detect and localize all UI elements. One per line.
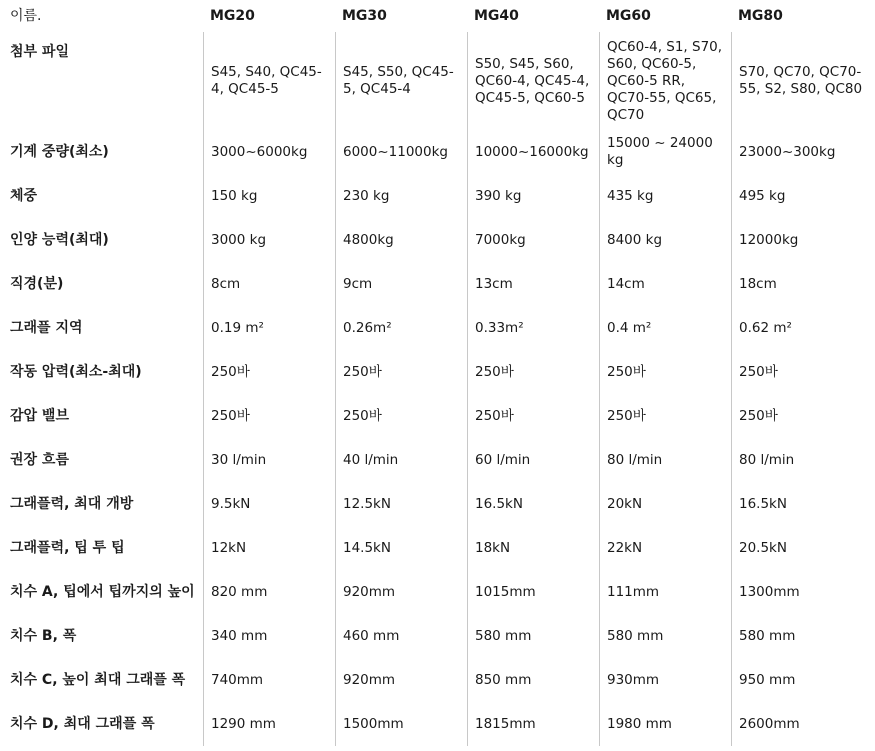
table-cell: 250바	[335, 350, 467, 394]
row-label: 권장 흐름	[10, 451, 69, 468]
table-cell: 3000 kg	[203, 218, 335, 262]
table-row-dimension-b	[0, 614, 875, 658]
row-label: 치수 C, 높이 최대 그래플 폭	[10, 671, 186, 688]
row-label: 체중	[10, 187, 38, 204]
table-cell: 0.26m²	[335, 306, 467, 350]
table-cell: 580 mm	[599, 614, 731, 658]
table-cell: 111mm	[599, 570, 731, 614]
table-cell: 150 kg	[203, 174, 335, 218]
table-row-grapple-force-tip	[0, 526, 875, 570]
table-cell: 740mm	[203, 658, 335, 702]
table-cell: 250바	[467, 350, 599, 394]
row-label: 감압 밸브	[10, 407, 69, 424]
table-row-recommended-flow	[0, 438, 875, 482]
table-row-machine-weight	[0, 130, 875, 174]
row-label: 그래플 지역	[10, 319, 83, 336]
row-label: 치수 A, 팁에서 팁까지의 높이	[10, 583, 195, 600]
table-cell: 80 l/min	[599, 438, 731, 482]
table-cell: 820 mm	[203, 570, 335, 614]
table-cell: 16.5kN	[731, 482, 875, 526]
table-cell: 3000~6000kg	[203, 130, 335, 174]
row-label: 그래플력, 최대 개방	[10, 495, 134, 512]
table-cell: 920mm	[335, 570, 467, 614]
table-cell: 920mm	[335, 658, 467, 702]
table-row-dimension-a	[0, 570, 875, 614]
table-cell: 80 l/min	[731, 438, 875, 482]
row-label: 직경(분)	[10, 275, 64, 292]
table-row-diameter	[0, 262, 875, 306]
table-cell: 930mm	[599, 658, 731, 702]
table-cell: 580 mm	[467, 614, 599, 658]
table-cell: 1815mm	[467, 702, 599, 746]
table-row-relief-valve	[0, 394, 875, 438]
table-cell: 0.19 m²	[203, 306, 335, 350]
table-cell: 20.5kN	[731, 526, 875, 570]
table-cell: 230 kg	[335, 174, 467, 218]
table-cell: 22kN	[599, 526, 731, 570]
table-cell: 250바	[203, 350, 335, 394]
table-cell: 1500mm	[335, 702, 467, 746]
table-cell: 14.5kN	[335, 526, 467, 570]
table-cell: S70, QC70, QC70-55, S2, S80, QC80	[731, 32, 875, 130]
table-cell: 12000kg	[731, 218, 875, 262]
table-cell: 40 l/min	[335, 438, 467, 482]
table-cell: 0.4 m²	[599, 306, 731, 350]
table-cell: 1980 mm	[599, 702, 731, 746]
table-cell: 250바	[599, 350, 731, 394]
table-cell: S50, S45, S60, QC60-4, QC45-4, QC45-5, QC60-5	[467, 32, 599, 130]
header-row	[0, 0, 875, 32]
table-row-lifting-capacity	[0, 218, 875, 262]
table-cell: 250바	[731, 394, 875, 438]
table-cell: 495 kg	[731, 174, 875, 218]
header-model-mg20: MG20	[210, 7, 255, 24]
header-model-mg40: MG40	[474, 7, 519, 24]
table-cell: 250바	[203, 394, 335, 438]
header-name-label: 이름.	[10, 7, 42, 24]
header-model-mg60: MG60	[606, 7, 651, 24]
table-cell: S45, S40, QC45-4, QC45-5	[203, 32, 335, 130]
table-cell: 12kN	[203, 526, 335, 570]
row-label: 인양 능력(최대)	[10, 231, 109, 248]
table-cell: 8cm	[203, 262, 335, 306]
table-row-weight	[0, 174, 875, 218]
table-cell: 1015mm	[467, 570, 599, 614]
table-cell: 390 kg	[467, 174, 599, 218]
table-cell: 13cm	[467, 262, 599, 306]
table-cell: 1300mm	[731, 570, 875, 614]
table-cell: S45, S50, QC45-5, QC45-4	[335, 32, 467, 130]
table-cell: 23000~300kg	[731, 130, 875, 174]
table-cell: 0.33m²	[467, 306, 599, 350]
row-label: 치수 D, 최대 그래플 폭	[10, 715, 155, 732]
table-cell: 460 mm	[335, 614, 467, 658]
table-cell: 250바	[335, 394, 467, 438]
header-model-mg80: MG80	[738, 7, 783, 24]
table-cell: 18cm	[731, 262, 875, 306]
row-label: 그래플력, 팁 투 팁	[10, 539, 125, 556]
table-cell: 20kN	[599, 482, 731, 526]
table-cell: 60 l/min	[467, 438, 599, 482]
table-cell: 340 mm	[203, 614, 335, 658]
table-cell: 2600mm	[731, 702, 875, 746]
table-cell: 16.5kN	[467, 482, 599, 526]
table-cell: 850 mm	[467, 658, 599, 702]
row-label: 기계 중량(최소)	[10, 143, 109, 160]
table-row-grapple-area	[0, 306, 875, 350]
table-cell: 14cm	[599, 262, 731, 306]
table-cell: 9.5kN	[203, 482, 335, 526]
table-row-operating-pressure	[0, 350, 875, 394]
table-cell: 30 l/min	[203, 438, 335, 482]
row-label: 첨부 파일	[10, 44, 69, 60]
table-cell: 4800kg	[335, 218, 467, 262]
table-cell: 9cm	[335, 262, 467, 306]
table-cell: 250바	[467, 394, 599, 438]
table-cell: 10000~16000kg	[467, 130, 599, 174]
row-label: 치수 B, 폭	[10, 627, 77, 644]
table-cell: 18kN	[467, 526, 599, 570]
table-cell: QC60-4, S1, S70, S60, QC60-5, QC60-5 RR, QC70-55, QC65, QC70	[599, 32, 731, 130]
table-cell: 8400 kg	[599, 218, 731, 262]
table-cell: 435 kg	[599, 174, 731, 218]
table-cell: 12.5kN	[335, 482, 467, 526]
table-cell: 250바	[599, 394, 731, 438]
table-row-attachments	[0, 32, 875, 130]
table-row-dimension-c	[0, 658, 875, 702]
table-row-grapple-force-max-open	[0, 482, 875, 526]
table-cell: 6000~11000kg	[335, 130, 467, 174]
table-cell: 250바	[731, 350, 875, 394]
table-cell: 0.62 m²	[731, 306, 875, 350]
header-model-mg30: MG30	[342, 7, 387, 24]
table-row-dimension-d	[0, 702, 875, 746]
row-label: 작동 압력(최소-최대)	[10, 363, 142, 380]
table-cell: 7000kg	[467, 218, 599, 262]
table-cell: 580 mm	[731, 614, 875, 658]
table-cell: 15000 ~ 24000 kg	[599, 130, 731, 174]
table-cell: 1290 mm	[203, 702, 335, 746]
table-cell: 950 mm	[731, 658, 875, 702]
